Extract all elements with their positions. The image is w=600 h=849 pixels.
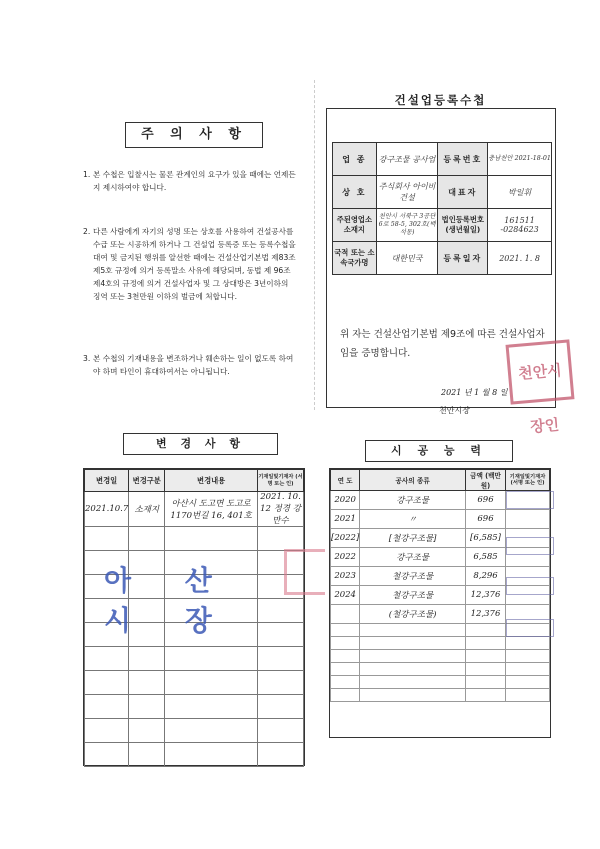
certificate-issuer: 천안시장 (439, 406, 470, 415)
table-cell (85, 671, 129, 695)
table-cell (360, 689, 466, 702)
table-cell: 2023 (331, 567, 360, 586)
empty-row (85, 647, 304, 671)
table-cell (331, 605, 360, 624)
table-cell: 696 (466, 491, 506, 510)
table-cell (466, 650, 506, 663)
city-stamp: 아 산 시 장 (104, 564, 234, 637)
notice-item-number: 1. (83, 170, 91, 179)
table-cell (165, 695, 258, 719)
official-seal: 천안시 장인 (506, 339, 575, 404)
table-cell (129, 527, 165, 551)
table-cell (129, 695, 165, 719)
notice-item-text: 본 수첩의 기재내용을 변조하거나 훼손하는 일이 없도록 하여야 하며 타인이 휴대하여서는 아니됩니다. (93, 354, 294, 376)
table-cell: 〃 (360, 510, 466, 529)
table-cell (466, 663, 506, 676)
representative-label: 대표자 (438, 176, 488, 209)
notice-page (75, 80, 315, 410)
corp-no-value: 161511 -0284623 (488, 209, 552, 242)
table-cell (506, 689, 550, 702)
table-cell (360, 650, 466, 663)
column-header: 금액 (백만원) (466, 470, 506, 491)
address-label: 주된영업소 소재지 (333, 209, 377, 242)
table-cell: 철강구조물 (360, 567, 466, 586)
empty-row (331, 689, 550, 702)
table-cell (506, 510, 550, 529)
table-cell (466, 689, 506, 702)
empty-row (331, 676, 550, 689)
table-cell (506, 650, 550, 663)
certificate-date: 2021 년 1 월 8 일 (441, 388, 508, 397)
notice-item-number: 2. (83, 227, 91, 236)
table-cell (331, 676, 360, 689)
empty-row (85, 695, 304, 719)
nationality-label: 국적 또는 소속국가명 (333, 242, 377, 275)
column-header: 연 도 (331, 470, 360, 491)
table-cell (506, 637, 550, 650)
nationality-value: 대한민국 (376, 242, 438, 275)
capacity-frame (329, 468, 551, 738)
table-cell: 소재지 (129, 492, 165, 527)
table-cell: 강구조물 (360, 491, 466, 510)
table-cell (165, 719, 258, 743)
table-cell (165, 527, 258, 551)
table-cell (85, 527, 129, 551)
table-cell (506, 676, 550, 689)
table-cell (165, 743, 258, 767)
changes-page (68, 428, 318, 770)
table-cell (258, 743, 304, 767)
notice-item-2 (83, 225, 298, 303)
table-cell (85, 695, 129, 719)
table-cell: [6,585] (466, 529, 506, 548)
empty-row (85, 527, 304, 551)
trade-name-value: 주식회사 아이비건설 (376, 176, 438, 209)
table-cell: 2021.10.7 (85, 492, 129, 527)
column-header: 기재일및기재자 (서명 또는 인) (258, 470, 304, 492)
stamp-mark (506, 619, 554, 637)
empty-row (331, 663, 550, 676)
corp-no-label: 법인등록번호 (생년월일) (438, 209, 488, 242)
table-cell (258, 527, 304, 551)
table-cell: 12,376 (466, 605, 506, 624)
table-cell (466, 676, 506, 689)
table-cell (360, 663, 466, 676)
table-cell (129, 743, 165, 767)
table-cell: 2020 (331, 491, 360, 510)
table-cell: 696 (466, 510, 506, 529)
certificate-statement: 위 자는 건설산업기본법 제9조에 따른 건설사업자임을 증명합니다. (340, 329, 545, 359)
column-header: 변경구분 (129, 470, 165, 492)
table-cell (165, 671, 258, 695)
empty-row (85, 719, 304, 743)
table-cell (331, 689, 360, 702)
table-cell (506, 663, 550, 676)
address-value: 천안시 서북구 3공단6로 58-5, 302호(백석동) (376, 209, 438, 242)
table-cell: 2024 (331, 586, 360, 605)
reg-date-value: 2021. 1. 8 (488, 242, 552, 275)
table-cell (129, 671, 165, 695)
capacity-title: 시 공 능 력 (365, 440, 513, 462)
table-cell (331, 663, 360, 676)
capacity-page (325, 440, 565, 740)
table-cell (466, 637, 506, 650)
table-cell (129, 719, 165, 743)
changes-title: 변 경 사 항 (123, 433, 278, 455)
table-cell (85, 647, 129, 671)
certificate-page (318, 80, 563, 437)
table-cell (360, 624, 466, 637)
reg-no-value: 충남천안 2021-18-01 (488, 143, 552, 176)
empty-row (85, 743, 304, 767)
notice-item-text: 본 수첩은 입찰시는 물론 관계인의 요구가 있을 때에는 언제든지 제시하여야 합니다. (93, 170, 296, 192)
stamp-mark (506, 577, 554, 595)
table-cell: 2022 (331, 548, 360, 567)
table-cell (331, 650, 360, 663)
notice-item-3 (83, 352, 298, 378)
table-cell: 철강구조물 (360, 586, 466, 605)
changes-frame (83, 468, 305, 766)
table-cell: 2021. 10. 12 정경 강만수 (258, 492, 304, 527)
table-cell (165, 647, 258, 671)
table-cell (85, 743, 129, 767)
table-cell: 12,376 (466, 586, 506, 605)
empty-row (331, 637, 550, 650)
column-header: 변경일 (85, 470, 129, 492)
table-cell (85, 719, 129, 743)
table-cell (360, 676, 466, 689)
table-cell (258, 719, 304, 743)
empty-row (85, 671, 304, 695)
table-cell: 6,585 (466, 548, 506, 567)
notice-title: 주 의 사 항 (125, 122, 263, 148)
certificate-table (332, 142, 552, 275)
table-cell: 8,296 (466, 567, 506, 586)
industry-value: 강구조물 공사업 (376, 143, 438, 176)
table-cell: 강구조물 (360, 548, 466, 567)
stamp-mark (506, 537, 554, 555)
table-cell: 2021 (331, 510, 360, 529)
industry-label: 업 종 (333, 143, 377, 176)
table-cell (466, 624, 506, 637)
table-cell: (철강구조물) (360, 605, 466, 624)
column-header: 기재일및기재자 (서명 또는 인) (506, 470, 550, 491)
table-cell: [2022] (331, 529, 360, 548)
table-row (331, 510, 550, 529)
notice-item-number: 3. (83, 354, 91, 363)
certificate-title: 건설업등록수첩 (394, 93, 487, 107)
table-cell: [철강구조물] (360, 529, 466, 548)
table-cell: 아산시 도고면 도고로 1170번길 16, 401호 (165, 492, 258, 527)
notice-item-1 (83, 168, 298, 194)
table-cell (331, 624, 360, 637)
table-cell (258, 647, 304, 671)
table-row (85, 492, 304, 527)
table-cell (258, 671, 304, 695)
notice-item-text: 다른 사람에게 자기의 성명 또는 상호를 사용하여 건설공사를 수급 또는 시공하게 하거나 그 건설업 등록증 또는 등록수첩을 대여 및 금지된 행위를 알선한 때에는 건설산업기본법 제83조 제5호 규정에 의거 등록말소 사유에 해당되며, 동법 제 96조 제4호의 규정에 의거 건설사업자 및 그 상대방은 3년이하의 징역 또는 3천만원 이하의 벌금에 처합니다. (93, 227, 296, 301)
empty-row (331, 650, 550, 663)
reg-date-label: 등록일자 (438, 242, 488, 275)
table-cell (258, 695, 304, 719)
stamp-mark (506, 491, 554, 509)
table-cell (331, 637, 360, 650)
representative-value: 박일휘 (488, 176, 552, 209)
trade-name-label: 상 호 (333, 176, 377, 209)
column-header: 공사의 종류 (360, 470, 466, 491)
table-cell (360, 637, 466, 650)
table-cell (129, 647, 165, 671)
reg-no-label: 등록번호 (438, 143, 488, 176)
column-header: 변경내용 (165, 470, 258, 492)
